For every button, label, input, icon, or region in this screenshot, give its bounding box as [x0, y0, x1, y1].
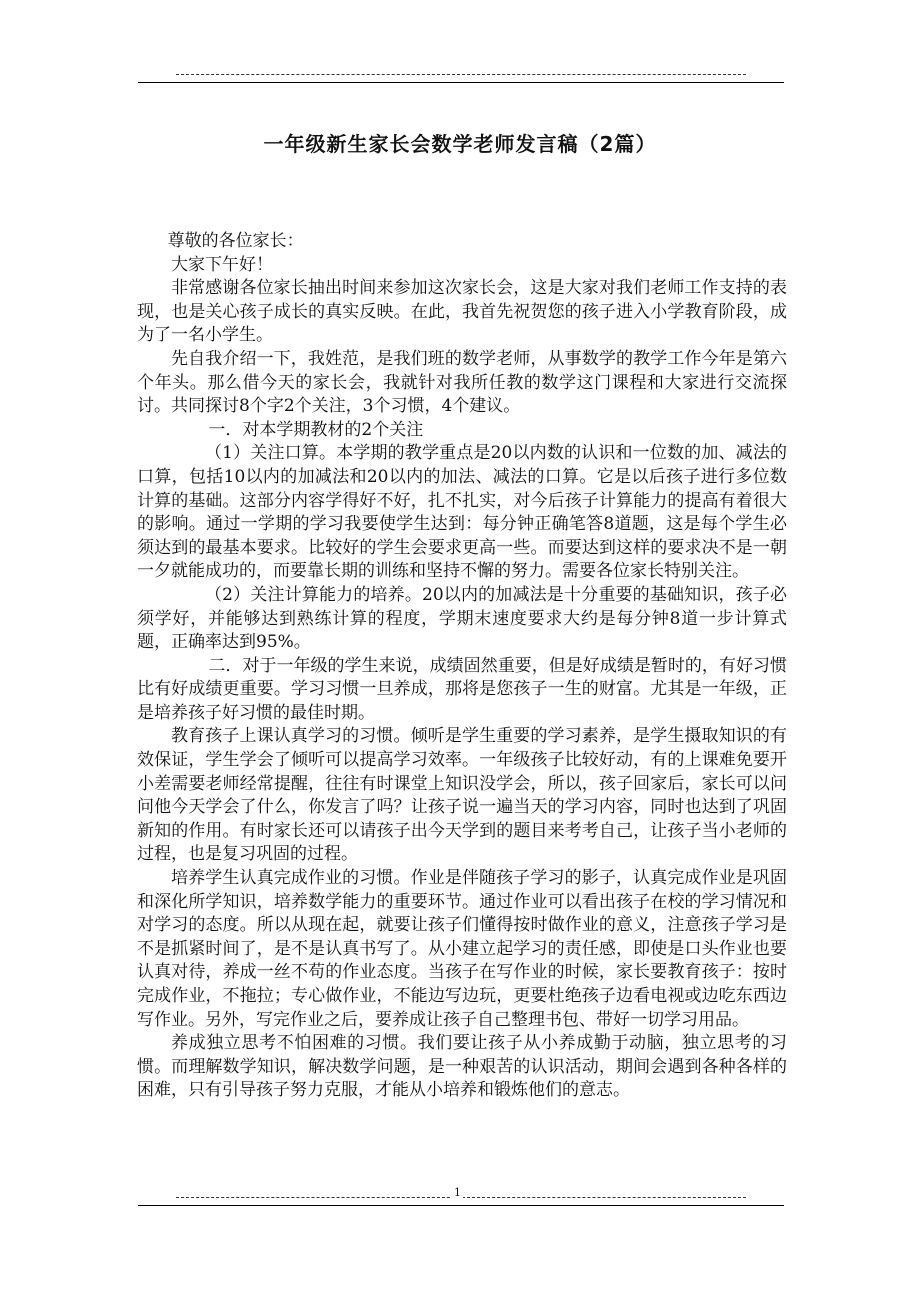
document-title: 一年级新生家长会数学老师发言稿（2篇）: [263, 132, 657, 156]
paragraph-introduction: 先自我介绍一下，我姓范，是我们班的数学老师，从事数学的教学工作今年是第六个年头。那么借今天的家长会，我就针对我所任教的数学这门课程和大家进行交流探讨。共同探讨8个字2个关注，3个习惯，4个建议。: [137, 348, 787, 417]
paragraph-thanks: 非常感谢各位家长抽出时间来参加这次家长会，这是大家对我们老师工作支持的表现，也是关心孩子成长的真实反映。在此，我首先祝贺您的孩子进入小学教育阶段，成为了一名小学生。: [137, 278, 787, 346]
section-heading-one: 一．对本学期教材的2个关注: [208, 419, 424, 440]
header-dashed-line: [176, 74, 746, 75]
greeting: 大家下午好！: [171, 254, 273, 275]
page-number: 1: [454, 1186, 461, 1199]
paragraph-homework-habit: 培养学生认真完成作业的习惯。作业是伴随孩子学习的影子，认真完成作业是巩固和深化所学知识，培养数学能力的重要环节。通过作业可以看出孩子在校的学习情况和对学习的态度。所以从现在起，就要让孩子们懂得按时做作业的意义，注意孩子学习是不是抓紧时间了，是不是认真书写了。从小建立起学习的责任感，即使是口头作业也要认真对待，养成一丝不苟的作业态度。当孩子在写作业的时候，家长要教育孩子：按时完成作业，不拖拉；专心做作业，不能边写边玩，更要杜绝孩子边看电视或边吃东西边写作业。另外，写完作业之后，要养成让孩子自己整理书包、带好一切学习用品。: [137, 868, 787, 1030]
paragraph-class-habit: 教育孩子上课认真学习的习惯。倾听是学生重要的学习素养，是学生摄取知识的有效保证，学生学会了倾听可以提高学习效率。一年级孩子比较好动，有的上课难免要开小差需要老师经常提醒，往往有时课堂上知识没学会，所以，孩子回家后，家长可以问问他今天学会了什么，你发言了吗？让孩子说一遍当天的学习内容，同时也达到了巩固新知的作用。有时家长还可以请孩子出今天学到的题目来考考自己，让孩子当小老师的过程，也是复习巩固的过程。: [137, 726, 787, 865]
footer-rule: [138, 1205, 784, 1206]
paragraph-calculation-ability: （2）关注计算能力的培养。20以内的加减法是十分重要的基础知识，孩子必须学好，并能够达到熟练计算的程度，学期末速度要求大约是每分钟8道一步计算式题，正确率达到95%。: [137, 584, 787, 653]
paragraph-independent-thinking: 养成独立思考不怕困难的习惯。我们要让孩子从小养成勤于动脑，独立思考的习惯。而理解数学知识，解决数学问题，是一种艰苦的认识活动，期间会遇到各种各样的困难，只有引导孩子努力克服，才能从小培养和锻炼他们的意志。: [137, 1033, 787, 1101]
paragraph-section-two: 二．对于一年级的学生来说，成绩固然重要，但是好成绩是暂时的，有好习惯比有好成绩更重要。学习习惯一旦养成，那将是您孩子一生的财富。尤其是一年级，正是培养孩子好习惯的最佳时期。: [137, 655, 787, 723]
paragraph-oral-calculation: （1）关注口算。本学期的教学重点是20以内数的认识和一位数的加、减法的口算，包括10以内的加减法和20以内的加法、减法的口算。它是以后孩子进行多位数计算的基础。这部分内容学得好不好，扎不扎实，对今后孩子计算能力的提高有着很大的影响。通过一学期的学习我要使学生达到：每分钟正确笔答8道题，这是每个学生必须达到的最基本要求。比较好的学生会要求更高一些。而要达到这样的要求决不是一朝一夕就能成功的，而要靠长期的训练和坚持不懈的努力。需要各位家长特别关注。: [137, 443, 787, 582]
header-rule: [138, 82, 784, 83]
document-body: [137, 230, 787, 1103]
salutation: 尊敬的各位家长：: [167, 231, 304, 251]
